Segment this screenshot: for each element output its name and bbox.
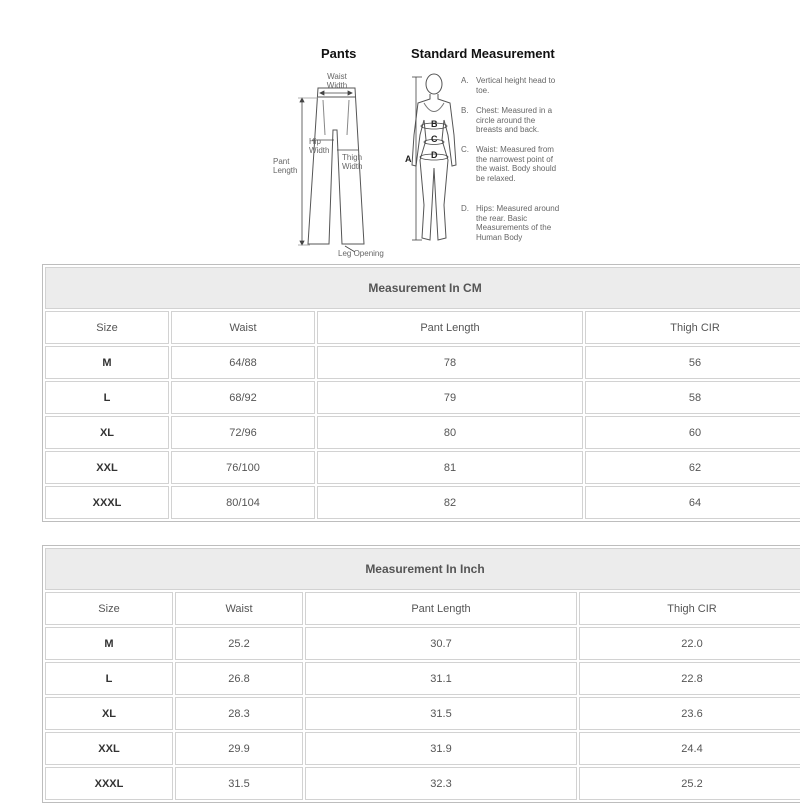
cm-table-title: Measurement In CM: [45, 267, 800, 309]
table-row: [45, 346, 800, 379]
thigh-cir-cell: 25.2: [579, 767, 800, 800]
header-size: Size: [45, 592, 173, 625]
size-cell: XL: [45, 416, 169, 449]
thigh-cir-cell: 24.4: [579, 732, 800, 765]
size-cell: XXXL: [45, 486, 169, 519]
note-text: Hips: Measured around the rear. Basic Measurements of the Human Body: [476, 204, 560, 242]
size-cell: M: [45, 346, 169, 379]
inch-size-table: [42, 545, 800, 803]
note-letter: B.: [461, 106, 469, 115]
thigh-cir-cell: 64: [585, 486, 800, 519]
header-pant-length: Pant Length: [305, 592, 577, 625]
waist-width-label: Waist Width: [326, 72, 348, 90]
size-cell: XXL: [45, 451, 169, 484]
table-title-row: [45, 548, 800, 590]
header-waist: Waist: [171, 311, 315, 344]
waist-cell: 64/88: [171, 346, 315, 379]
header-waist: Waist: [175, 592, 303, 625]
size-cell: L: [45, 662, 173, 695]
thigh-width-label: Thigh Width: [342, 153, 363, 171]
table-row: [45, 697, 800, 730]
inch-table-title: Measurement In Inch: [45, 548, 800, 590]
diagram-drawing: [0, 0, 800, 262]
table-row: [45, 767, 800, 800]
table-row: [45, 381, 800, 414]
pant-length-label: Pant Length: [273, 157, 298, 175]
header-thigh-cir: Thigh CIR: [579, 592, 800, 625]
figure-letter-d: D: [431, 150, 438, 160]
cm-table-container: [42, 264, 800, 522]
note-letter: A.: [461, 76, 469, 85]
thigh-cir-cell: 62: [585, 451, 800, 484]
standard-measurement-title: Standard Measurement: [411, 46, 555, 61]
table-row: [45, 451, 800, 484]
figure-letter-b: B: [431, 119, 438, 129]
pant-length-cell: 31.5: [305, 697, 577, 730]
waist-cell: 31.5: [175, 767, 303, 800]
table-row: [45, 486, 800, 519]
measurement-diagram: [0, 0, 800, 262]
note-d: [462, 204, 562, 242]
note-text: Chest: Measured in a circle around the breasts and back.: [476, 106, 553, 134]
table-title-row: [45, 267, 800, 309]
pant-length-cell: 81: [317, 451, 583, 484]
waist-cell: 29.9: [175, 732, 303, 765]
thigh-cir-cell: 56: [585, 346, 800, 379]
pants-title: Pants: [321, 46, 357, 61]
pant-length-cell: 80: [317, 416, 583, 449]
waist-cell: 68/92: [171, 381, 315, 414]
note-text: Waist: Measured from the narrowest point of the waist. Body should be relaxed.: [476, 145, 557, 183]
table-row: [45, 662, 800, 695]
pant-length-cell: 31.9: [305, 732, 577, 765]
note-b: [462, 106, 562, 135]
thigh-cir-cell: 23.6: [579, 697, 800, 730]
note-text: Vertical height head to toe.: [476, 76, 556, 95]
hip-width-label: Hip Width: [309, 137, 330, 155]
table-header-row: [45, 311, 800, 344]
size-cell: XXL: [45, 732, 173, 765]
cm-size-table: [42, 264, 800, 522]
waist-cell: 80/104: [171, 486, 315, 519]
pant-length-cell: 30.7: [305, 627, 577, 660]
figure-letter-a: A: [405, 154, 412, 164]
waist-cell: 28.3: [175, 697, 303, 730]
header-size: Size: [45, 311, 169, 344]
pant-length-cell: 82: [317, 486, 583, 519]
note-c: [462, 145, 562, 183]
pant-length-cell: 32.3: [305, 767, 577, 800]
waist-cell: 25.2: [175, 627, 303, 660]
pant-length-cell: 31.1: [305, 662, 577, 695]
table-header-row: [45, 592, 800, 625]
size-cell: XXXL: [45, 767, 173, 800]
table-row: [45, 416, 800, 449]
note-letter: D.: [461, 204, 469, 213]
note-a: [462, 76, 562, 95]
waist-cell: 72/96: [171, 416, 315, 449]
note-letter: C.: [461, 145, 469, 154]
leg-opening-label: Leg Opening: [338, 249, 384, 258]
waist-cell: 76/100: [171, 451, 315, 484]
header-pant-length: Pant Length: [317, 311, 583, 344]
size-cell: XL: [45, 697, 173, 730]
thigh-cir-cell: 22.0: [579, 627, 800, 660]
thigh-cir-cell: 58: [585, 381, 800, 414]
pant-length-cell: 78: [317, 346, 583, 379]
table-row: [45, 732, 800, 765]
pant-length-cell: 79: [317, 381, 583, 414]
header-thigh-cir: Thigh CIR: [585, 311, 800, 344]
size-cell: L: [45, 381, 169, 414]
thigh-cir-cell: 60: [585, 416, 800, 449]
figure-letter-c: C: [431, 134, 438, 144]
thigh-cir-cell: 22.8: [579, 662, 800, 695]
waist-cell: 26.8: [175, 662, 303, 695]
table-row: [45, 627, 800, 660]
inch-table-container: [42, 545, 800, 803]
size-cell: M: [45, 627, 173, 660]
